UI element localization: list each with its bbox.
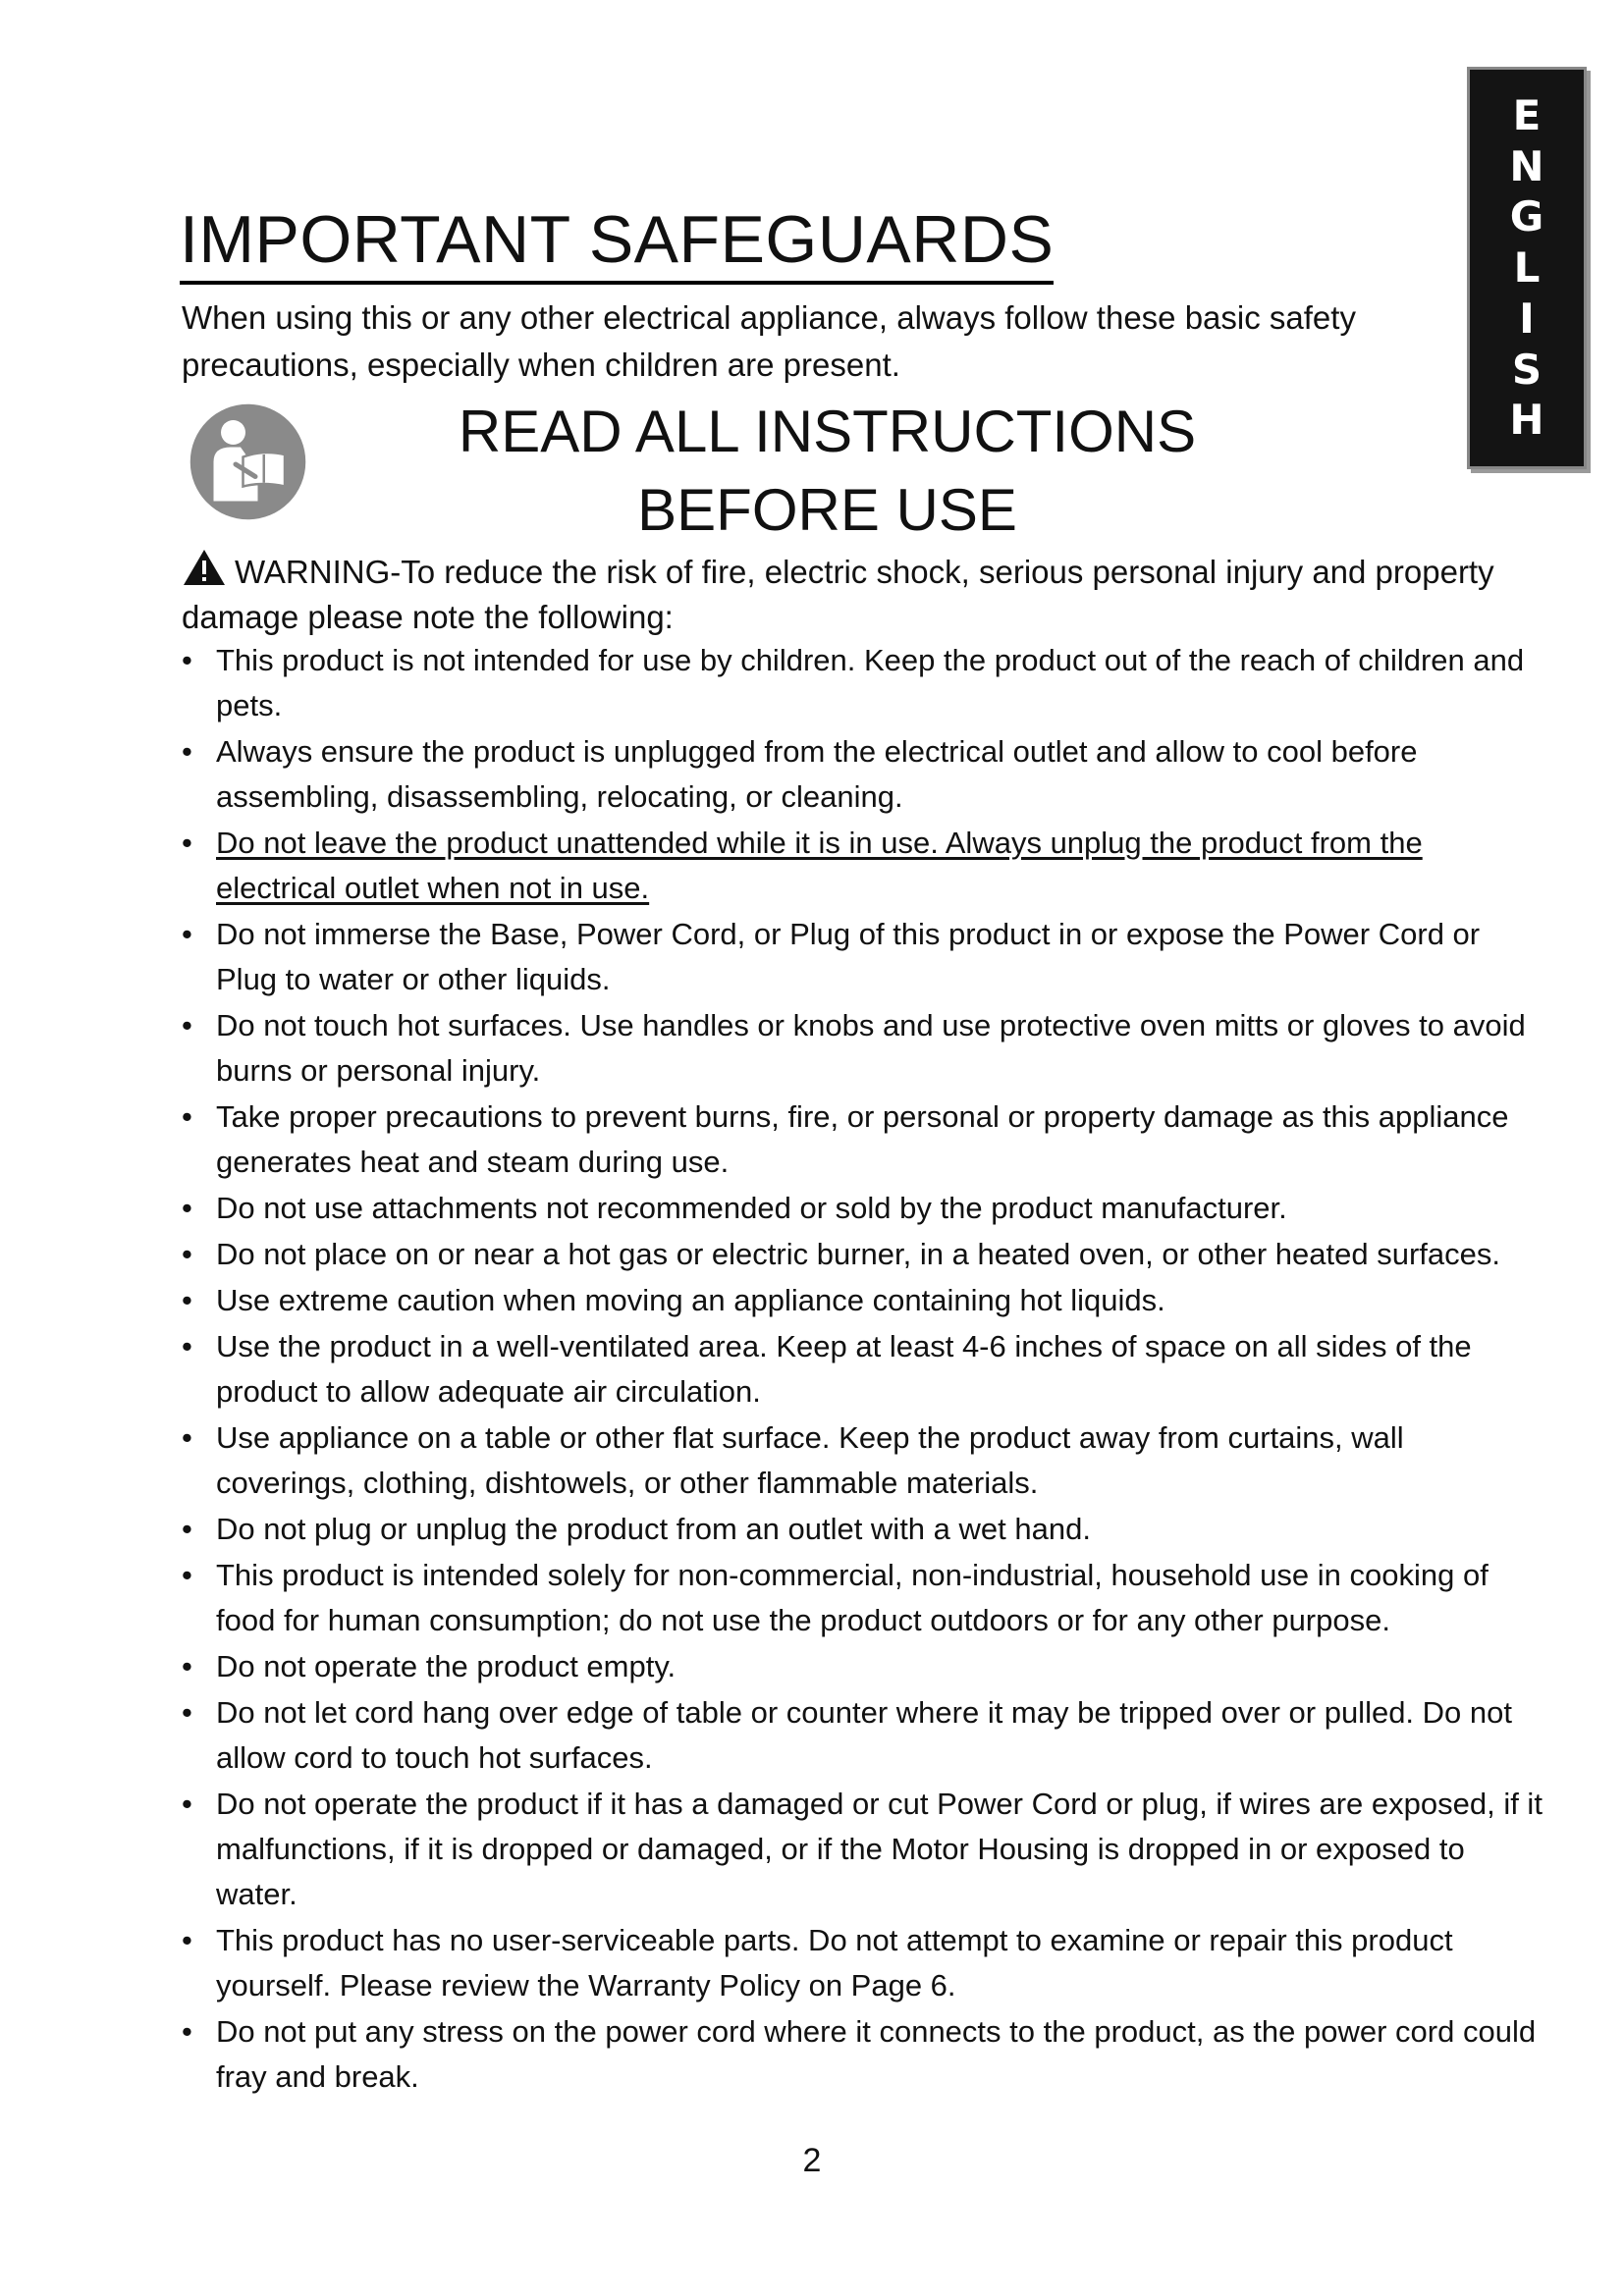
safety-list-item: [182, 1186, 1546, 1231]
read-manual-icon: [187, 400, 309, 523]
safety-item-text: Do not put any stress on the power cord where it connects to the product, as the power cord could fray and break.: [216, 2014, 1537, 2094]
bullet-icon: •: [182, 2014, 192, 2049]
warning-text: WARNING-To reduce the risk of fire, electric shock, serious personal injury and property damage please note the following:: [182, 554, 1494, 635]
safety-list-item: [182, 1095, 1546, 1185]
read-instructions-heading: [295, 393, 1360, 550]
warning-triangle-icon: [182, 548, 227, 587]
safety-list-item: [182, 1278, 1546, 1323]
page-title: IMPORTANT SAFEGUARDS: [180, 206, 1054, 285]
page-number: 2: [802, 2142, 822, 2179]
safety-item-text: Use extreme caution when moving an appliance containing hot liquids.: [216, 1283, 1165, 1317]
language-tab-letter: H: [1509, 396, 1544, 445]
safety-item-text: This product has no user-serviceable parts. Do not attempt to examine or repair this product yourself. Please review the Warranty Policy on Page 6.: [216, 1923, 1453, 2002]
safety-item-text: Do not let cord hang over edge of table or counter where it may be tripped over or pulled. Do not allow cord to touch hot surfaces.: [216, 1695, 1512, 1775]
bullet-icon: •: [182, 1008, 192, 1042]
bullet-icon: •: [182, 917, 192, 951]
safety-list-item: [182, 1415, 1546, 1506]
bullet-icon: •: [182, 1237, 192, 1271]
language-tab-letter: N: [1509, 141, 1544, 190]
bullet-icon: •: [182, 1099, 192, 1134]
bullet-icon: •: [182, 643, 192, 677]
read-heading-line-1: READ ALL INSTRUCTIONS: [458, 399, 1197, 464]
safety-item-text: Use appliance on a table or other flat surface. Keep the product away from curtains, wall coverings, clothing, dishtowels, or other flammable materials.: [216, 1420, 1404, 1500]
safety-item-text: Do not operate the product if it has a damaged or cut Power Cord or plug, if wires are exposed, if it malfunctions, if it is dropped or damaged, or if the Motor Housing is dropped in or exposed to water.: [216, 1787, 1543, 1911]
bullet-icon: •: [182, 1923, 192, 1957]
safety-item-text: Do not use attachments not recommended or sold by the product manufacturer.: [216, 1191, 1287, 1225]
safety-list-item: [182, 2009, 1546, 2100]
bullet-icon: •: [182, 1787, 192, 1821]
safety-item-text: Use the product in a well-ventilated area. Keep at least 4-6 inches of space on all sides of the product to allow adequate air circulation.: [216, 1329, 1472, 1409]
safety-list-item: [182, 1918, 1546, 2008]
read-heading-line-2: BEFORE USE: [637, 477, 1017, 543]
safety-list-item: [182, 1232, 1546, 1277]
safety-item-text: Always ensure the product is unplugged from the electrical outlet and allow to cool before assembling, disassembling, relocating, or cleaning.: [216, 734, 1418, 814]
safety-list-item: [182, 1553, 1546, 1643]
bullet-icon: •: [182, 1329, 192, 1363]
safety-item-text: This product is intended solely for non-commercial, non-industrial, household use in cooking of food for human consumption; do not use the product outdoors or for any other purpose.: [216, 1558, 1489, 1637]
bullet-icon: •: [182, 1649, 192, 1683]
language-tab-letter: L: [1513, 243, 1541, 292]
language-tab-letter: E: [1512, 90, 1542, 139]
warning-statement: [182, 548, 1556, 640]
language-tab-letter: I: [1519, 294, 1535, 343]
bullet-icon: •: [182, 1695, 192, 1730]
language-tab-letter: S: [1511, 345, 1543, 394]
bullet-icon: •: [182, 1512, 192, 1546]
safety-item-text: Do not operate the product empty.: [216, 1649, 677, 1683]
safety-list-item: [182, 1644, 1546, 1689]
safety-precautions-list: [182, 638, 1546, 2101]
language-tab-letter: G: [1509, 192, 1544, 241]
safety-list-item: [182, 1324, 1546, 1415]
safety-list-item: [182, 1003, 1546, 1094]
safety-item-text: Do not place on or near a hot gas or electric burner, in a heated oven, or other heated surfaces.: [216, 1237, 1500, 1271]
bullet-icon: •: [182, 1420, 192, 1455]
safety-item-text: Do not plug or unplug the product from an outlet with a wet hand.: [216, 1512, 1091, 1546]
safety-list-item: [182, 1782, 1546, 1917]
bullet-icon: •: [182, 734, 192, 769]
safety-item-text: Take proper precautions to prevent burns, fire, or personal or property damage as this appliance generates heat and steam during use.: [216, 1099, 1509, 1179]
bullet-icon: •: [182, 826, 192, 860]
safety-item-text: This product is not intended for use by children. Keep the product out of the reach of children and pets.: [216, 643, 1525, 722]
safety-list-item: [182, 1690, 1546, 1781]
safety-list-item: [182, 821, 1546, 911]
language-tab-english: [1467, 67, 1587, 469]
safety-item-text: Do not immerse the Base, Power Cord, or Plug of this product in or expose the Power Cord or Plug to water or other liquids.: [216, 917, 1481, 996]
bullet-icon: •: [182, 1283, 192, 1317]
bullet-icon: •: [182, 1191, 192, 1225]
safety-item-text: Do not leave the product unattended while it is in use. Always unplug the product from the electrical outlet when not in use.: [216, 826, 1423, 905]
safety-list-item: [182, 729, 1546, 820]
safety-list-item: [182, 912, 1546, 1002]
safety-item-text: Do not touch hot surfaces. Use handles or knobs and use protective oven mitts or gloves to avoid burns or personal injury.: [216, 1008, 1526, 1088]
safety-list-item: [182, 1507, 1546, 1552]
bullet-icon: •: [182, 1558, 192, 1592]
intro-paragraph: When using this or any other electrical appliance, always follow these basic safety precautions, especially when children are present.: [182, 299, 1356, 383]
safety-list-item: [182, 638, 1546, 728]
